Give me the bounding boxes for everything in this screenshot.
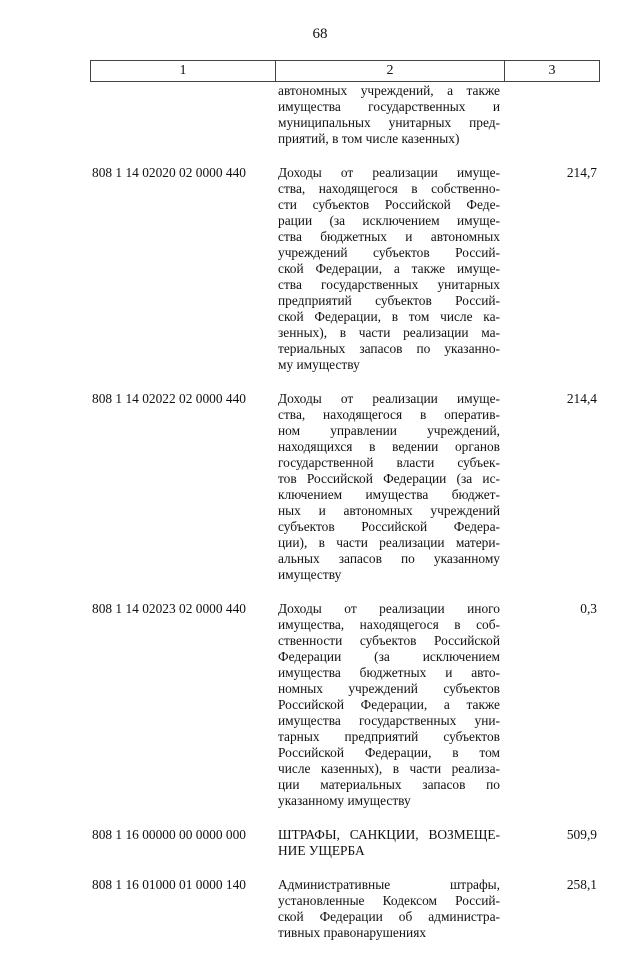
table-row <box>90 877 600 941</box>
description-line: муниципальных унитарных пред- <box>278 115 500 130</box>
description-line: ном управлении учреждений, <box>278 423 500 438</box>
description-line: ственности субъектов Российской <box>278 633 500 648</box>
description-line: имущества, находящегося в соб- <box>278 617 500 632</box>
description-line: тов Российской Федерации (за ис- <box>278 471 500 486</box>
budget-code: 808 1 14 02023 02 0000 440 <box>92 601 246 616</box>
description-line: ства, находящегося в собственно- <box>278 181 500 196</box>
description-line: субъектов Российской Федера- <box>278 519 500 534</box>
description-line: му имуществу <box>278 357 360 372</box>
description-line: зенных), в части реализации ма- <box>278 325 500 340</box>
page-number: 68 <box>312 26 328 42</box>
description-line: териальных запасов по указанно- <box>278 341 500 356</box>
description-line: тарных предприятий субъектов <box>278 729 500 744</box>
amount: 214,7 <box>566 165 597 180</box>
income-description <box>274 601 502 809</box>
description-line: Доходы от реализации имуще- <box>278 391 500 406</box>
description-line: ции), в части реализации матери- <box>278 535 500 550</box>
description-line: НИЕ УЩЕРБА <box>278 843 365 858</box>
table-row <box>90 165 600 373</box>
description-line: Доходы от реализации иного <box>278 601 500 616</box>
description-line: числе казенных), в части реализа- <box>278 761 500 776</box>
budget-code: 808 1 14 02020 02 0000 440 <box>92 165 246 180</box>
header-col-3: 3 <box>548 63 556 78</box>
amount: 0,3 <box>580 601 597 616</box>
description-line: учреждений субъектов Россий- <box>278 245 500 260</box>
table-row <box>90 83 600 147</box>
description-line: имуществу <box>278 567 342 582</box>
amount <box>502 83 600 147</box>
description-line: ШТРАФЫ, САНКЦИИ, ВОЗМЕЩЕ- <box>278 827 500 842</box>
budget-code <box>90 83 274 147</box>
income-description <box>274 827 502 859</box>
amount: 258,1 <box>566 877 597 892</box>
description-line: указанному имуществу <box>278 793 411 808</box>
description-line: имущества государственных и <box>278 99 500 114</box>
description-line: ства, находящегося в оператив- <box>278 407 500 422</box>
amount: 214,4 <box>566 391 597 406</box>
description-line: установленные Кодексом Россий- <box>278 893 500 908</box>
income-description <box>274 877 502 941</box>
description-line: ключением имущества бюджет- <box>278 487 500 502</box>
description-line: Федерации (за исключением <box>278 649 500 664</box>
description-line: рации (за исключением имуще- <box>278 213 500 228</box>
amount: 509,9 <box>566 827 597 842</box>
description-line: ства бюджетных и автономных <box>278 229 500 244</box>
description-line: альных запасов по указанному <box>278 551 500 566</box>
description-line: Административные штрафы, <box>278 877 500 892</box>
description-line: государственной власти субъек- <box>278 455 500 470</box>
description-line: Российской Федерации, в том <box>278 745 500 760</box>
description-line: приятий, в том числе казенных) <box>278 131 460 146</box>
description-line: сти субъектов Российской Федe- <box>278 197 500 212</box>
description-line: имущества государственных уни- <box>278 713 500 728</box>
description-line: номных учреждений субъектов <box>278 681 500 696</box>
budget-code: 808 1 16 00000 00 0000 000 <box>92 827 246 842</box>
description-line: ных и автономных учреждений <box>278 503 500 518</box>
table-header <box>90 60 600 82</box>
budget-code: 808 1 14 02022 02 0000 440 <box>92 391 246 406</box>
budget-code: 808 1 16 01000 01 0000 140 <box>92 877 246 892</box>
description-line: находящихся в ведении органов <box>278 439 500 454</box>
table-row <box>90 601 600 809</box>
description-line: Доходы от реализации имуще- <box>278 165 500 180</box>
table-row <box>90 391 600 583</box>
table-row <box>90 827 600 859</box>
header-col-2: 2 <box>276 61 505 81</box>
header-col-1: 1 <box>91 61 276 81</box>
description-line: Российской Федерации, а также <box>278 697 500 712</box>
description-line: предприятий субъектов Россий- <box>278 293 500 308</box>
revenue-table <box>90 60 600 959</box>
description-line: ции материальных запасов по <box>278 777 500 792</box>
description-line: автономных учреждений, а также <box>278 83 500 98</box>
description-line: тивных правонарушениях <box>278 925 427 940</box>
description-line: ской Федерации, в том числе ка- <box>278 309 500 324</box>
income-description <box>274 391 502 583</box>
income-description <box>274 83 502 147</box>
income-description <box>274 165 502 373</box>
description-line: имущества бюджетных и авто- <box>278 665 500 680</box>
table-body <box>90 83 600 941</box>
description-line: ства государственных унитарных <box>278 277 500 292</box>
description-line: ской Федерации об администра- <box>278 909 500 924</box>
description-line: ской Федерации, а также имуще- <box>278 261 500 276</box>
